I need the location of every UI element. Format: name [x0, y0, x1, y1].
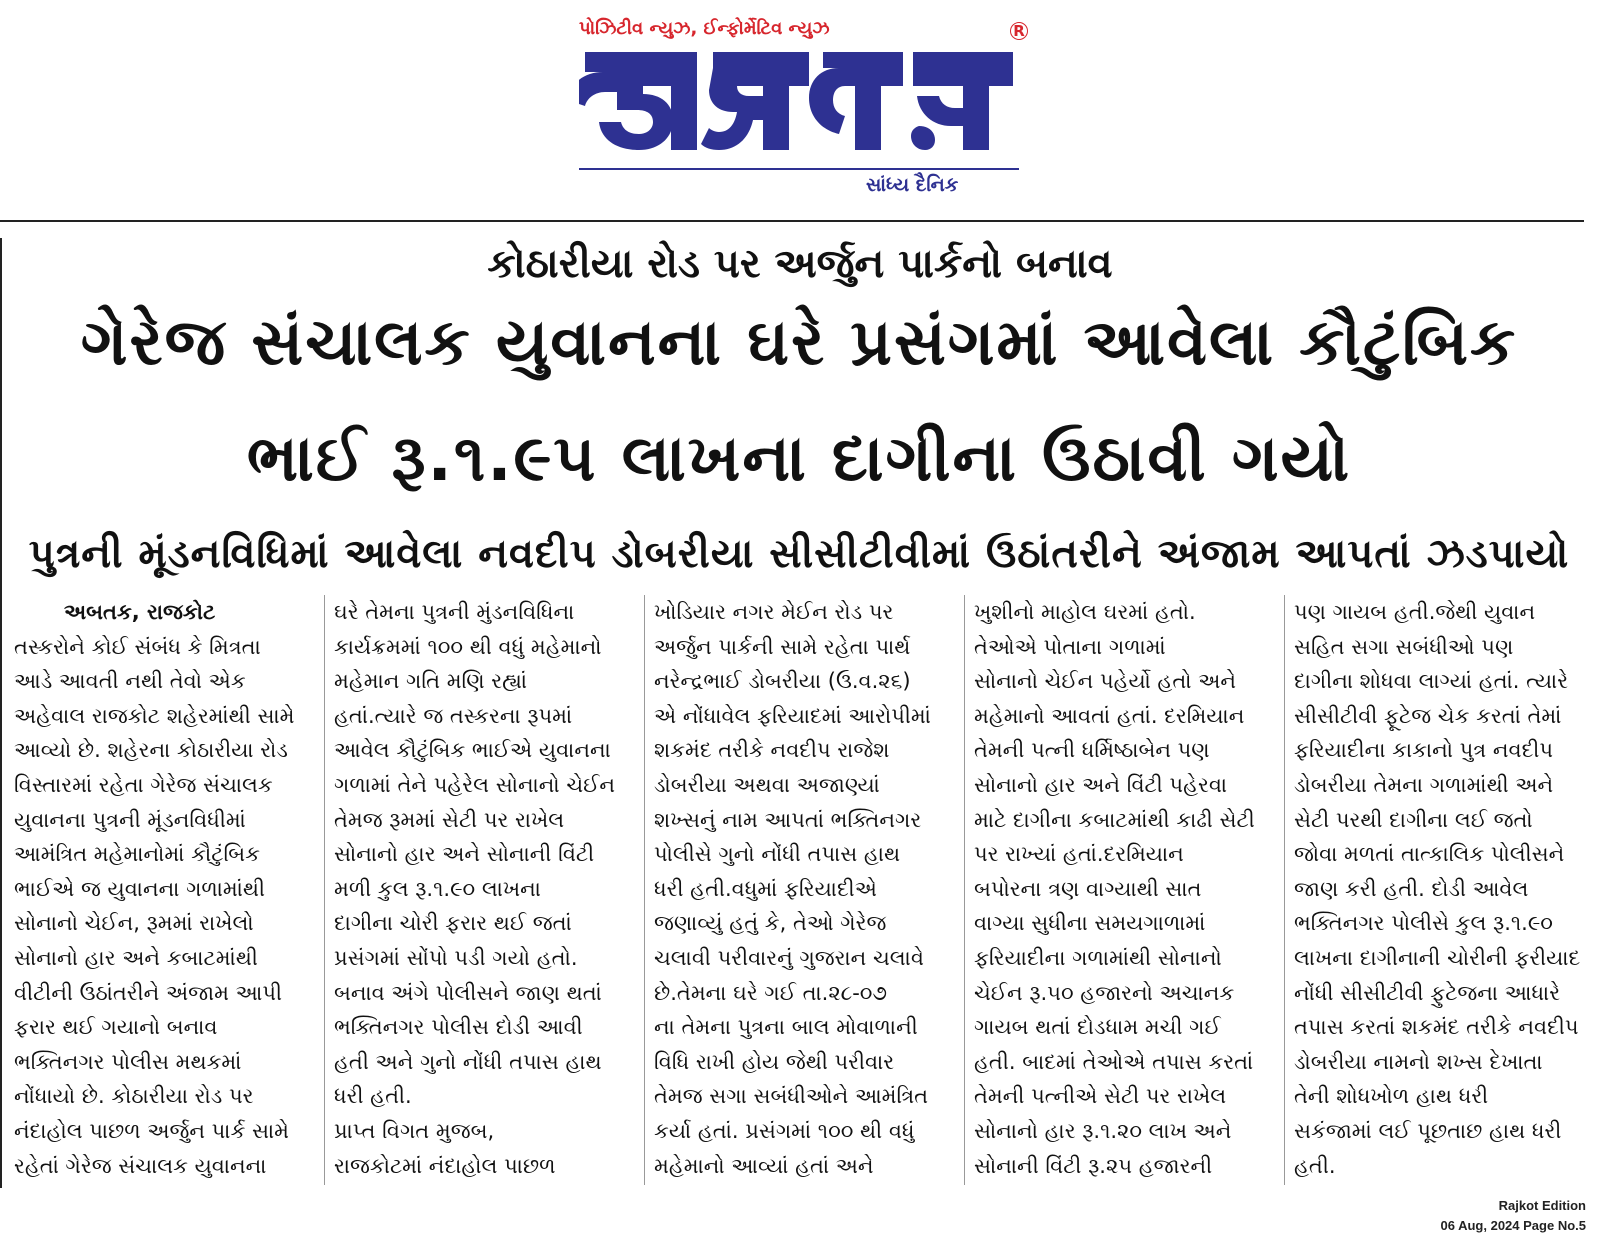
article-line: તેમજ સગા સબંધીઓને આમંત્રિત [654, 1084, 929, 1109]
article-line: તેમની પત્ની ધર્મિષ્ઠાબેન પણ [974, 738, 1210, 763]
edition-info [1441, 1196, 1586, 1236]
article-column-1 [14, 595, 314, 1185]
article-column-2 [334, 595, 634, 1185]
article-line: ગાયબ થતાં દોડધામ મચી ગઈ [974, 1015, 1221, 1040]
headline-line-2: ભાઈ રૂ.૧.૯૫ લાખના દાગીના ઉઠાવી ગયો [246, 422, 1352, 496]
article-line: કાર્યક્રમમાં ૧૦૦ થી વધું મહેમાનો [334, 634, 602, 659]
article-subhead: પુત્રની મૂંડનવિધિમાં આવેલા નવદીપ ડોબરીયા સીસીટીવીમાં ઉઠાંતરીને અંજામ આપતાં ઝડપાયો [28, 531, 1570, 577]
article-line: સોનાનો હાર રૂ.૧.૨૦ લાખ અને [974, 1118, 1232, 1143]
article-line: ડોબરીયા તેમના ગળામાંથી અને [1294, 772, 1554, 797]
article-line: નોંધી સીસીટીવી ફુટેજના આધારે [1294, 980, 1561, 1005]
article-line: બનાવ અંગે પોલીસને જાણ થતાં [334, 980, 602, 1005]
article-line: રહેતાં ગેરેજ સંચાલક યુવાનના [14, 1153, 267, 1178]
article-line: હતી. [1294, 1153, 1336, 1178]
article-line: ચેઈન રૂ.૫૦ હજારનો અચાનક [974, 980, 1235, 1005]
article-line: સોનાની વિંટી રૂ.૨૫ હજારની [974, 1153, 1213, 1178]
article-line: ગળામાં તેને પહેરેલ સોનાનો ચેઈન [334, 772, 615, 797]
article-line: અર્જુન પાર્કની સામે રહેતા પાર્થ [654, 634, 911, 659]
article-line: સકંજામાં લઈ પૂછતાછ હાથ ધરી [1294, 1118, 1562, 1143]
article-line: મહેમાનો આવ્યાં હતાં અને [654, 1153, 874, 1178]
article-line: પોલીસે ગુનો નોંધી તપાસ હાથ [654, 842, 901, 867]
article-line: નંદાહોલ પાછળ અર્જુન પાર્ક સામે [14, 1118, 289, 1143]
headline-line-1: ગેરેજ સંચાલક યુવાનના ઘરે પ્રસંગમાં આવેલા કૌટુંબિક [80, 306, 1518, 380]
article-line: વિસ્તારમાં રહેતા ગેરેજ સંચાલક [14, 772, 273, 797]
article-line: પ્રસંગમાં સોંપો પડી ગયો હતો. [334, 945, 578, 970]
article-line: છે.તેમના ઘરે ગઈ તા.૨૮-૦૭ [654, 980, 888, 1005]
logo-underline [579, 168, 1019, 170]
article-column-3 [654, 595, 954, 1185]
article-line: મહેમાન ગતિ મણિ રહ્યાં [334, 669, 528, 694]
article-line: જોવા મળતાં તાત્કાલિક પોલીસને [1294, 842, 1565, 867]
article-line: તેની શોધખોળ હાથ ધરી [1294, 1084, 1489, 1109]
article-line: સહિત સગા સબંધીઓ પણ [1294, 634, 1514, 659]
column-separator [644, 595, 645, 1185]
article-column-5 [1294, 595, 1594, 1185]
article-line: ધરી હતી. [334, 1084, 412, 1109]
article-line: હતી અને ગુનો નોંધી તપાસ હાથ [334, 1049, 602, 1074]
article-line: ભક્તિનગર પોલીસ દોડી આવી [334, 1015, 583, 1040]
article-line: વાગ્યા સુધીના સમયગાળામાં [974, 911, 1206, 936]
article-line: ધરી હતી.વધુમાં ફરિયાદીએ [654, 876, 877, 901]
article-line: બપોરના ત્રણ વાગ્યાથી સાત [974, 876, 1202, 901]
article-line: શખ્સનું નામ આપતાં ભક્તિનગર [654, 807, 922, 832]
edition-date-page: 06 Aug, 2024 Page No.5 [1440, 1218, 1586, 1233]
edition-name: Rajkot Edition [1498, 1198, 1586, 1213]
article-line: આવ્યો છે. શહેરના કોઠારીયા રોડ [14, 738, 288, 763]
newspaper-logo [579, 46, 1019, 154]
article-line: પર રાખ્યાં હતાં.દરમિયાન [974, 842, 1184, 867]
article-line: ફરાર થઈ ગયાનો બનાવ [14, 1015, 218, 1040]
article-line: વીટીની ઉઠાંતરીને અંજામ આપી [14, 980, 282, 1005]
article-line: ડોબરીયા નામનો શખ્સ દેખાતા [1294, 1049, 1543, 1074]
article-line: ઘરે તેમના પુત્રની મુંડનવિધિના [334, 600, 575, 624]
article-line: ના તેમના પુત્રના બાલ મોવાળાની [654, 1015, 918, 1040]
article-line: જણાવ્યું હતું કે, તેઓ ગેરેજ [654, 911, 887, 936]
article-line: ચલાવી પરીવારનું ગુજરાન ચલાવે [654, 945, 924, 970]
article-line: માટે દાગીના કબાટમાંથી કાઢી સેટી [974, 807, 1255, 832]
article-line: ખોડિયાર નગર મેઈન રોડ પર [654, 600, 894, 624]
column-separator [1284, 595, 1285, 1185]
article-line: તેમજ રૂમમાં સેટી પર રાખેલ [334, 807, 565, 832]
article-line: કર્યા હતાં. પ્રસંગમાં ૧૦૦ થી વધું [654, 1118, 915, 1143]
article-column-4 [974, 595, 1274, 1185]
article-dateline: અબતક, રાજકોટ [64, 600, 216, 624]
left-border [0, 238, 2, 1188]
article-line: લાખના દાગીનાની ચોરીની ફરીયાદ [1294, 945, 1581, 970]
article-line: ફરિયાદીના કાકાનો પુત્ર નવદીપ [1294, 738, 1553, 763]
article-line: ડોબરીયા અથવા અજાણ્યાં [654, 772, 880, 797]
article-line: વિધિ રાખી હોય જેથી પરીવાર [654, 1049, 895, 1074]
article-line: રાજકોટમાં નંદાહોલ પાછળ [334, 1153, 556, 1178]
article-line: આડે આવતી નથી તેવો એક [14, 669, 246, 694]
article-line: સેટી પરથી દાગીના લઈ જતો [1294, 807, 1533, 832]
article-line: હતી. બાદમાં તેઓએ તપાસ કરતાં [974, 1049, 1254, 1074]
article-line: જાણ કરી હતી. દોડી આવેલ [1294, 876, 1529, 901]
masthead [0, 0, 1604, 222]
article-line: સોનાનો હાર અને વિંટી પહેરવા [974, 772, 1228, 797]
article-line: આવેલ કૌટુંબિક ભાઈએ યુવાનના [334, 738, 611, 763]
article-line: અહેવાલ રાજકોટ શહેરમાંથી સામે [14, 703, 295, 728]
article-line: મહેમાનો આવતાં હતાં. દરમિયાન [974, 703, 1245, 728]
article-body [14, 595, 1584, 1185]
article-line: સોનાનો ચેઈન પહેર્યો હતો અને [974, 669, 1237, 694]
article-line: તપાસ કરતાં શકમંદ તરીકે નવદીપ [1294, 1015, 1579, 1040]
article-line: સીસીટીવી ફૂટેજ ચેક કરતાં તેમાં [1294, 703, 1562, 728]
article-line: આમંત્રિત મહેમાનોમાં કૌટુંબિક [14, 842, 260, 867]
article-line: દાગીના શોધવા લાગ્યાં હતાં. ત્યારે [1294, 669, 1569, 694]
article-line: નોંધાયો છે. કોઠારીયા રોડ પર [14, 1084, 254, 1109]
column-separator [324, 595, 325, 1185]
article-line: ખુશીનો માહોલ ઘરમાં હતો. [974, 600, 1196, 624]
article-line: સોનાનો હાર અને સોનાની વિંટી [334, 842, 595, 867]
article-line: ભક્તિનગર પોલીસે કુલ રૂ.૧.૯૦ [1294, 911, 1553, 936]
article-line: તેમની પત્નીએ સેટી પર રાખેલ [974, 1084, 1227, 1109]
article-line: મળી કુલ રૂ.૧.૯૦ લાખના [334, 876, 541, 901]
registered-mark: R [1010, 22, 1028, 40]
article-line: પ્રાપ્ત વિગત મુજબ, [334, 1118, 495, 1143]
article-line: એ નોંધાવેલ ફરિયાદમાં આરોપીમાં [654, 703, 931, 728]
masthead-tagline: પોઝિટીવ ન્યુઝ, ઈન્ફોર્મેટિવ ન્યુઝ [579, 18, 830, 39]
article-line: ભક્તિનગર પોલીસ મથકમાં [14, 1049, 242, 1074]
newspaper-logo-mark [579, 46, 1019, 154]
article-line: ફરિયાદીના ગળામાંથી સોનાનો [974, 945, 1222, 970]
article-line: નરેન્દ્રભાઈ ડોબરીયા (ઉ.વ.૨૬) [654, 669, 911, 694]
masthead-divider [0, 220, 1584, 222]
article-line: સોનાનો હાર અને કબાટમાંથી [14, 945, 258, 970]
article-line: શકમંદ તરીકે નવદીપ રાજેશ [654, 738, 890, 763]
article-line: તેઓએ પોતાના ગળામાં [974, 634, 1166, 659]
column-separator [964, 595, 965, 1185]
article-line: દાગીના ચોરી ફરાર થઈ જતાં [334, 911, 572, 936]
article-line: હતાં.ત્યારે જ તસ્કરના રૂપમાં [334, 703, 573, 728]
article-line: ભાઈએ જ યુવાનના ગળામાંથી [14, 876, 266, 901]
article-line: તસ્કરોને કોઈ સંબંધ કે મિત્રતા [14, 634, 261, 659]
article-line: યુવાનના પુત્રની મૂંડનવિધીમાં [14, 807, 246, 832]
article-line: પણ ગાયબ હતી.જેથી યુવાન [1294, 600, 1536, 624]
article-kicker: કોઠારીયા રોડ પર અર્જુન પાર્કનો બનાવ [487, 241, 1113, 287]
article-line: સોનાનો ચેઈન, રૂમમાં રાખેલો [14, 911, 254, 936]
masthead-subtitle: સાંધ્ય દૈનિક [866, 174, 959, 196]
